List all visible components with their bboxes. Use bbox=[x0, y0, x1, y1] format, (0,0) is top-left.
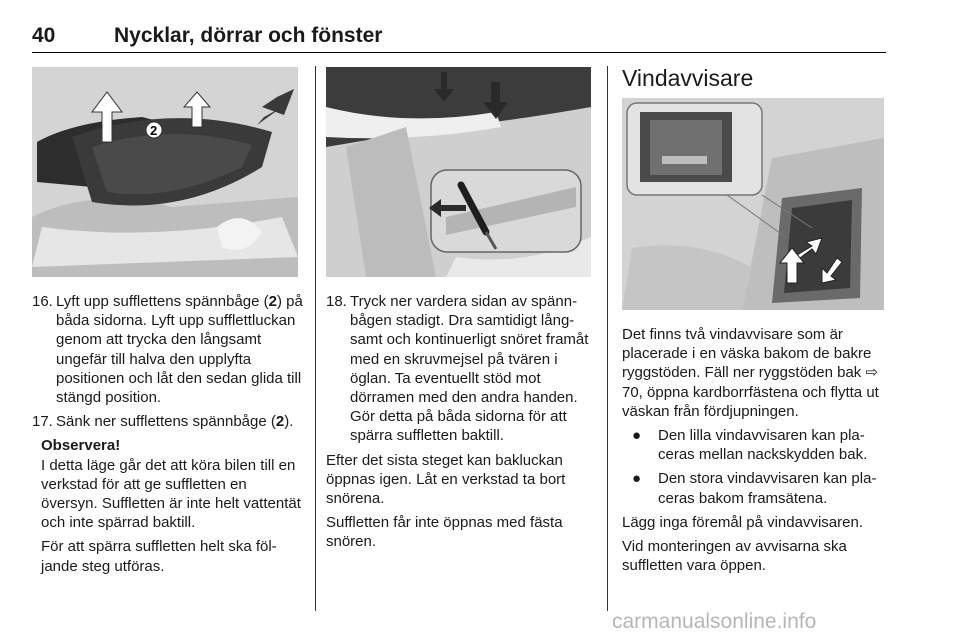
bullet-text: Den stora vindavvisaren kan placeras bakom framsätena. bbox=[658, 470, 877, 507]
page-header bbox=[32, 24, 886, 52]
right-paragraph-1-a: Det finns två vindavvisare som är placerade i en väska bakom de bakre ryggstöden. Fäll ner ryggstöden bak bbox=[622, 326, 872, 382]
right-paragraph-3: Vid monteringen av avvisarna ska suffletten vara öppen. bbox=[622, 538, 847, 575]
middle-column-text bbox=[326, 292, 594, 557]
step-16-number: 16. bbox=[32, 293, 53, 310]
right-paragraph-1 bbox=[622, 325, 890, 421]
bullet-dot-icon: ● bbox=[632, 427, 642, 445]
figure-door-frame-screwdriver bbox=[326, 67, 591, 277]
step-16 bbox=[32, 292, 304, 407]
column-divider-left bbox=[315, 66, 316, 611]
note-title: Observera! bbox=[41, 437, 121, 455]
note-block bbox=[32, 436, 304, 575]
right-column-text bbox=[622, 325, 890, 580]
note-body-2: För att spärra suffletten helt ska följande steg utföras. bbox=[41, 538, 277, 575]
step-17 bbox=[32, 412, 304, 431]
callout-2-label: 2 bbox=[150, 123, 158, 138]
step-18-number: 18. bbox=[326, 293, 347, 310]
step-17-ref: 2 bbox=[275, 413, 285, 431]
middle-paragraph-1: Efter det sista steget kan bakluckan öppnas igen. Låt en verkstad ta bort snörena. bbox=[326, 451, 566, 508]
step-18 bbox=[326, 292, 594, 446]
step-17-text-b: ). bbox=[284, 413, 294, 431]
step-16-text-b: ) på båda sidorna. Lyft upp sufflettluckan genom att trycka den långsamt ungefär till halva den upplyfta positionen och låt den sedan glida till stängd position. bbox=[56, 293, 303, 407]
figure-soft-top-lid bbox=[32, 67, 298, 277]
figure-wind-deflector-bag bbox=[622, 98, 884, 310]
step-17-text-a: Sänk ner sufflettens spännbåge ( bbox=[56, 413, 276, 431]
step-18-text: Tryck ner vardera sidan av spännbågen stadigt. Dra samtidigt långsamt och kontinuerligt snöret framåt med en skruvmejsel på tvären i öglan. Ta eventuellt stöd mot dörramen med den andra handen. Gör detta på båda sidorna för att spärra suffletten baktill. bbox=[350, 293, 589, 445]
bullet-dot-icon: ● bbox=[632, 470, 642, 488]
header-rule bbox=[32, 52, 886, 53]
right-paragraph-2: Lägg inga föremål på vindavvisaren. bbox=[622, 513, 863, 531]
section-heading: Vindavvisare bbox=[622, 65, 754, 91]
watermark: carmanualsonline.info bbox=[612, 610, 817, 633]
note-body: I detta läge går det att köra bilen till en verkstad för att ge suffletten en översyn. Suffletten är inte helt vattentät och inte spärrad baktill. bbox=[41, 456, 301, 532]
bullet-text: Den lilla vindavvisaren kan placeras mellan nackskydden bak. bbox=[658, 427, 868, 464]
column-divider-right bbox=[607, 66, 608, 611]
page-title: Nycklar, dörrar och fönster bbox=[114, 24, 383, 47]
step-16-ref: 2 bbox=[268, 293, 277, 310]
page-number: 40 bbox=[32, 24, 56, 47]
step-16-text-a: Lyft upp sufflettens spännbåge ( bbox=[56, 293, 269, 310]
bullet-item bbox=[622, 426, 890, 464]
middle-paragraph-2: Suffletten får inte öppnas med fästa snören. bbox=[326, 514, 563, 551]
right-paragraph-1-b: 70, öppna kardborrfästena och flytta ut väskan från fördjupningen. bbox=[622, 383, 879, 420]
cross-reference-icon: ⇨ bbox=[865, 364, 879, 382]
bullet-item bbox=[622, 469, 890, 507]
step-17-number: 17. bbox=[32, 413, 53, 431]
left-column-text bbox=[32, 292, 304, 581]
